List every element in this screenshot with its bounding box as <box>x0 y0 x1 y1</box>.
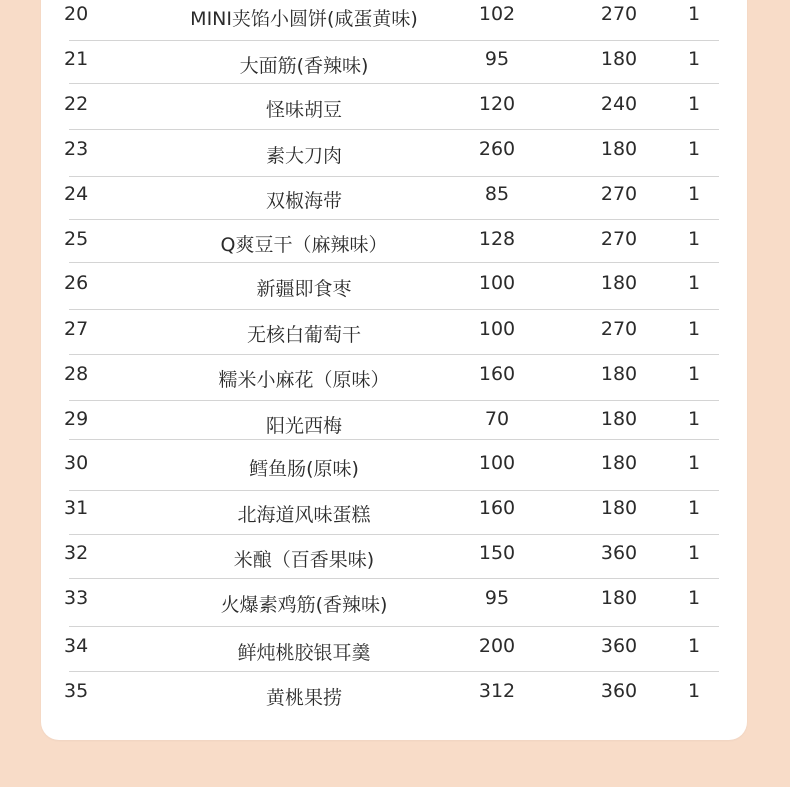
value-col-2: 360 <box>600 635 638 657</box>
table-row <box>64 0 719 41</box>
row-number: 32 <box>64 542 89 564</box>
value-col-1: 128 <box>478 228 516 250</box>
table-row <box>64 535 719 579</box>
value-col-1: 200 <box>478 635 516 657</box>
product-name: 素大刀肉 <box>265 145 342 167</box>
product-name: 无核白葡萄干 <box>246 324 361 346</box>
value-col-2: 180 <box>600 497 638 519</box>
table-row <box>64 130 719 177</box>
value-col-2: 270 <box>600 183 638 205</box>
row-number: 25 <box>64 228 89 250</box>
product-name: 北海道风味蛋糕 <box>237 504 371 526</box>
row-number: 31 <box>64 497 89 519</box>
table-row <box>64 263 719 310</box>
value-col-3: 1 <box>687 542 701 564</box>
value-col-2: 180 <box>600 363 638 385</box>
row-number: 20 <box>64 3 89 25</box>
table-row <box>64 177 719 220</box>
value-col-3: 1 <box>687 3 701 25</box>
value-col-2: 360 <box>600 680 638 702</box>
value-col-3: 1 <box>687 48 701 70</box>
table-row <box>64 491 719 535</box>
product-name: 怪味胡豆 <box>265 99 342 121</box>
value-col-3: 1 <box>687 228 701 250</box>
product-name: Q爽豆干（麻辣味） <box>220 234 388 256</box>
product-list-card <box>41 0 747 740</box>
product-name: 火爆素鸡筋(香辣味) <box>220 594 388 616</box>
product-name: 大面筋(香辣味) <box>239 55 369 77</box>
value-col-1: 70 <box>484 408 510 430</box>
table-row <box>64 84 719 130</box>
row-number: 34 <box>64 635 89 657</box>
row-number: 24 <box>64 183 89 205</box>
value-col-3: 1 <box>687 318 701 340</box>
value-col-2: 270 <box>600 228 638 250</box>
row-number: 28 <box>64 363 89 385</box>
value-col-2: 240 <box>600 93 638 115</box>
value-col-2: 360 <box>600 542 638 564</box>
value-col-3: 1 <box>687 587 701 609</box>
value-col-1: 85 <box>484 183 510 205</box>
product-name: 鳕鱼肠(原味) <box>249 458 359 480</box>
table-row <box>64 579 719 627</box>
value-col-1: 312 <box>478 680 516 702</box>
value-col-2: 180 <box>600 408 638 430</box>
value-col-1: 100 <box>478 318 516 340</box>
product-name: MINI夹馅小圆饼(咸蛋黄味) <box>190 8 418 30</box>
row-number: 27 <box>64 318 89 340</box>
row-number: 23 <box>64 138 89 160</box>
value-col-3: 1 <box>687 497 701 519</box>
row-number: 29 <box>64 408 89 430</box>
value-col-1: 160 <box>478 363 516 385</box>
product-name: 阳光西梅 <box>265 415 342 437</box>
value-col-3: 1 <box>687 183 701 205</box>
value-col-2: 270 <box>600 3 638 25</box>
table-row <box>64 672 719 718</box>
value-col-2: 180 <box>600 48 638 70</box>
value-col-1: 102 <box>478 3 516 25</box>
row-number: 22 <box>64 93 89 115</box>
value-col-3: 1 <box>687 272 701 294</box>
value-col-1: 100 <box>478 452 516 474</box>
value-col-3: 1 <box>687 408 701 430</box>
value-col-1: 100 <box>478 272 516 294</box>
row-number: 33 <box>64 587 89 609</box>
row-number: 21 <box>64 48 89 70</box>
value-col-3: 1 <box>687 138 701 160</box>
table-row <box>64 41 719 84</box>
product-name: 双椒海带 <box>265 190 342 212</box>
product-name: 新疆即食枣 <box>256 278 352 300</box>
product-name: 米酿（百香果味) <box>233 549 375 571</box>
value-col-3: 1 <box>687 363 701 385</box>
value-col-3: 1 <box>687 635 701 657</box>
value-col-2: 180 <box>600 452 638 474</box>
value-col-1: 160 <box>478 497 516 519</box>
table-row <box>64 220 719 263</box>
value-col-1: 95 <box>484 587 510 609</box>
table-row <box>64 401 719 440</box>
row-number: 26 <box>64 272 89 294</box>
value-col-3: 1 <box>687 452 701 474</box>
row-number: 35 <box>64 680 89 702</box>
value-col-2: 270 <box>600 318 638 340</box>
value-col-1: 120 <box>478 93 516 115</box>
value-col-3: 1 <box>687 680 701 702</box>
product-name: 黄桃果捞 <box>265 687 342 709</box>
table-row <box>64 310 719 355</box>
table-row <box>64 355 719 401</box>
value-col-3: 1 <box>687 93 701 115</box>
value-col-2: 180 <box>600 272 638 294</box>
row-number: 30 <box>64 452 89 474</box>
value-col-1: 150 <box>478 542 516 564</box>
product-name: 糯米小麻花（原味） <box>218 369 390 391</box>
table-row <box>64 627 719 672</box>
value-col-1: 95 <box>484 48 510 70</box>
product-name: 鲜炖桃胶银耳羹 <box>237 642 371 664</box>
value-col-2: 180 <box>600 587 638 609</box>
value-col-1: 260 <box>478 138 516 160</box>
table-row <box>64 440 719 491</box>
value-col-2: 180 <box>600 138 638 160</box>
